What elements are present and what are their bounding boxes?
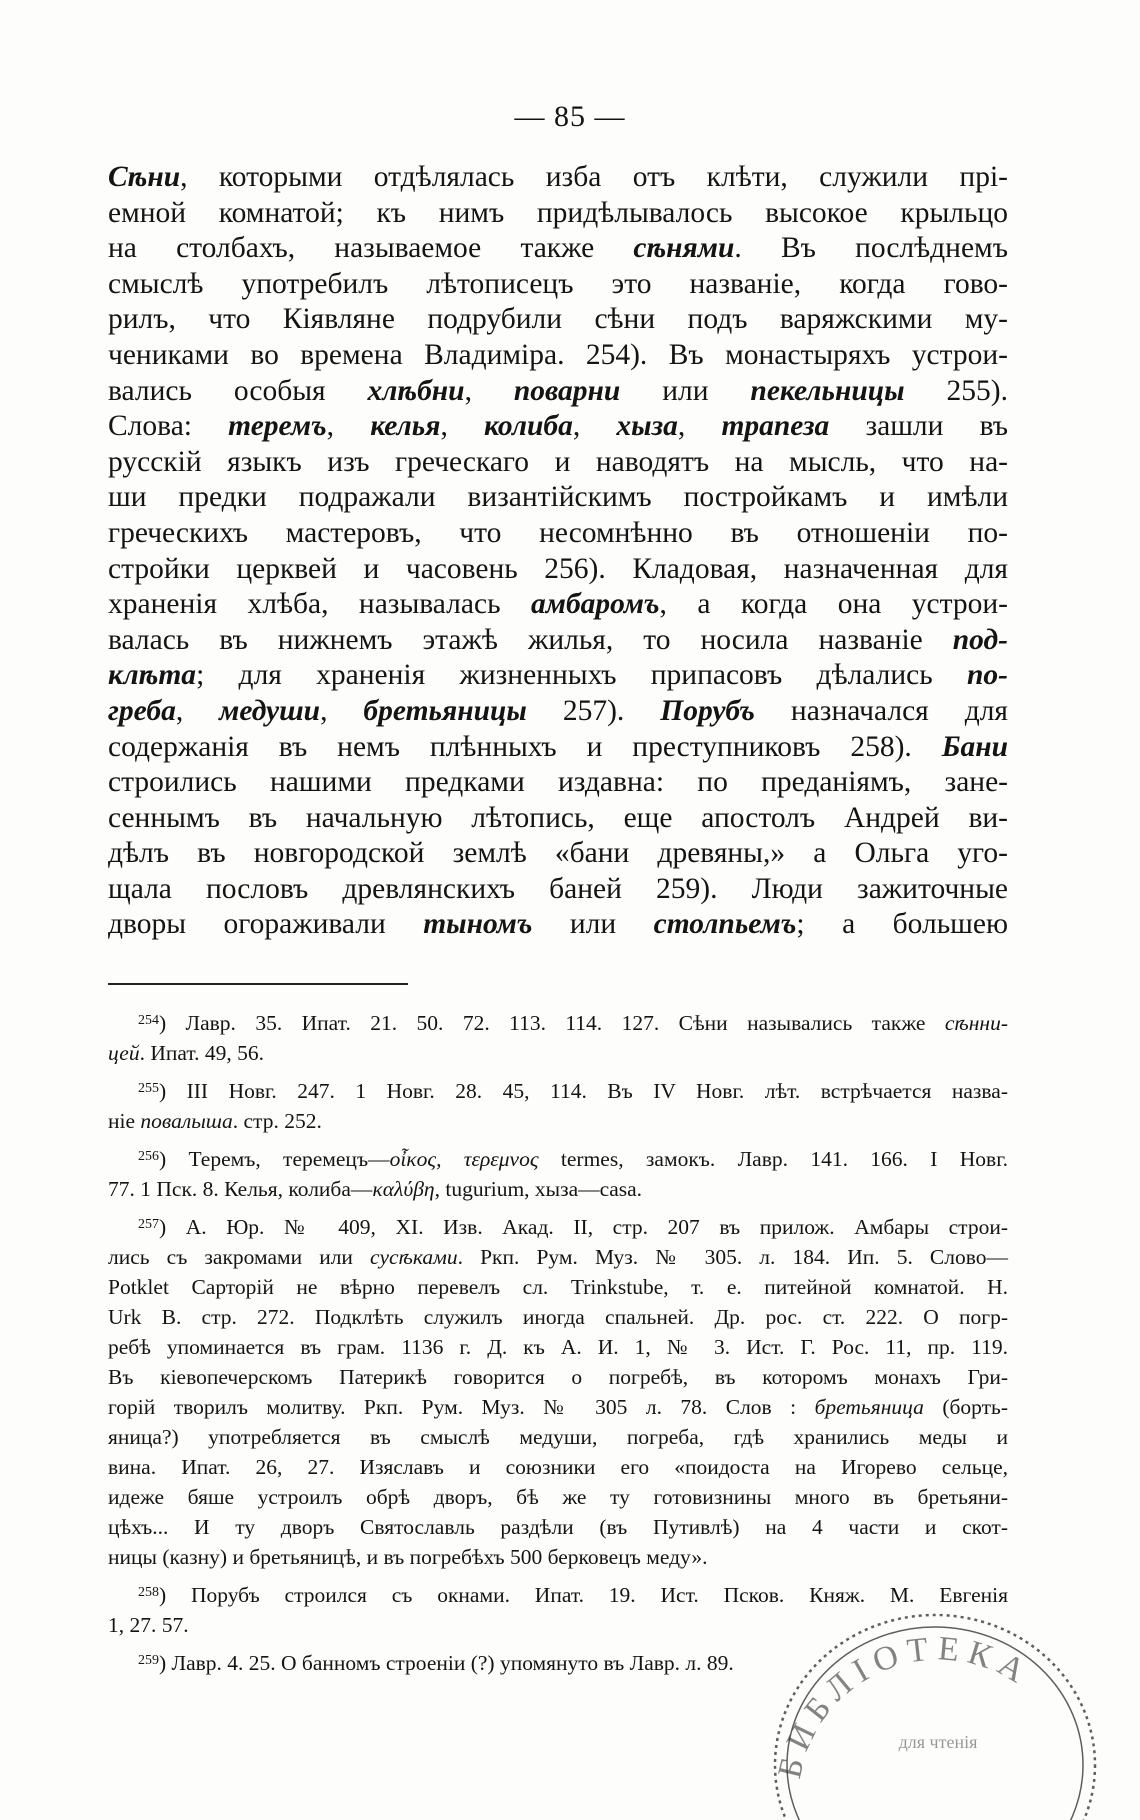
emphasized-term: медуши bbox=[219, 694, 321, 727]
text-run: ницы (казну) и бретьяницѣ, и въ погребѣхъ 500 берковецъ меду». bbox=[108, 1545, 708, 1569]
emphasized-term: пекельницы bbox=[750, 374, 905, 407]
footnote-line bbox=[108, 1392, 1008, 1422]
footnote-marker: ) bbox=[158, 1583, 191, 1607]
text-line bbox=[108, 516, 1008, 552]
text-run: или bbox=[532, 908, 654, 941]
text-run: ребѣ упоминается въ грам. 1136 г. Д. къ А. И. 1, № 3. Ист. Г. Рос. 11, пр. 119. bbox=[108, 1335, 1008, 1359]
footnote-number: 256 bbox=[138, 1149, 159, 1164]
text-run: ніе bbox=[108, 1109, 141, 1133]
text-line bbox=[108, 623, 1008, 659]
emphasized-term: хыза bbox=[616, 410, 678, 443]
emphasized-term: οἶκος, τερεμνος bbox=[389, 1147, 539, 1171]
emphasized-term: теремъ bbox=[228, 410, 327, 443]
emphasized-term: столпьемъ bbox=[653, 908, 797, 941]
text-run: 255). bbox=[904, 374, 1009, 407]
emphasized-term: поварни bbox=[513, 374, 621, 407]
text-run: termes, замокъ. Лавр. 141. 166. I Новг. bbox=[538, 1147, 1008, 1171]
emphasized-term: амбаромъ bbox=[530, 588, 660, 621]
text-run: на столбахъ, называемое также bbox=[108, 232, 634, 265]
footnote-line bbox=[108, 1142, 1008, 1174]
text-line bbox=[108, 907, 1008, 943]
text-run: дворы огораживали bbox=[108, 908, 424, 941]
emphasized-term: по- bbox=[967, 659, 1008, 692]
emphasized-term: καλύβη bbox=[372, 1177, 435, 1201]
text-run: . Въ послѣднемъ bbox=[734, 232, 1008, 265]
emphasized-term: под- bbox=[952, 623, 1008, 656]
text-run: , bbox=[175, 694, 220, 727]
emphasized-term: повалыша bbox=[140, 1109, 233, 1133]
text-line bbox=[108, 552, 1008, 588]
footnote-line bbox=[108, 1210, 1008, 1242]
text-run: , bbox=[326, 410, 371, 443]
footnote-number: 255 bbox=[138, 1081, 159, 1096]
footnote-marker: ) bbox=[158, 1079, 187, 1103]
text-run: , bbox=[440, 410, 484, 443]
footnote-line bbox=[108, 1452, 1008, 1482]
library-stamp bbox=[760, 1580, 1100, 1820]
text-run: . Ипат. 49, 56. bbox=[139, 1041, 265, 1065]
text-run: Слова: bbox=[108, 410, 229, 443]
text-run: , которыми отдѣлялась изба отъ клѣти, служили прі- bbox=[180, 161, 1008, 193]
text-line bbox=[108, 587, 1008, 623]
text-run: , bbox=[464, 374, 514, 407]
text-run: . стр. 252. bbox=[232, 1109, 322, 1133]
text-line bbox=[108, 374, 1008, 410]
text-line bbox=[108, 445, 1008, 481]
text-run: Порубъ строился съ окнами. Ипат. 19. Ист. Псков. Княж. М. Евгенія bbox=[190, 1583, 1008, 1607]
emphasized-term: клѣта bbox=[108, 659, 197, 692]
text-run: яница?) употребляется въ смыслѣ медуши, погреба, гдѣ хранились меды и bbox=[108, 1425, 1008, 1449]
text-run: стройки церквей и часовень 256). Кладовая, назначенная для bbox=[108, 552, 1008, 585]
footnote-line bbox=[108, 1542, 1008, 1572]
text-run: , bbox=[320, 694, 364, 727]
text-run: III Новг. 247. 1 Новг. 28. 45, 114. Въ IV Новг. лѣт. встрѣчается назва- bbox=[186, 1079, 1008, 1103]
text-line bbox=[108, 480, 1008, 516]
emphasized-term: колиба bbox=[484, 410, 573, 443]
text-run: Въ кіевопечерскомъ Патерикѣ говорится о погребѣ, въ которомъ монахъ Гри- bbox=[108, 1365, 1008, 1389]
footnote-line bbox=[108, 1106, 1008, 1136]
text-line bbox=[108, 160, 1008, 196]
footnote-line bbox=[108, 1006, 1008, 1038]
text-line bbox=[108, 409, 1008, 445]
footnote-number: 258 bbox=[138, 1585, 159, 1600]
text-run: 257). bbox=[526, 694, 661, 727]
text-run: смыслѣ употребилъ лѣтописецъ это названіе, когда гово- bbox=[108, 267, 1008, 300]
text-run: . Ркп. Рум. Муз. № 305. л. 184. Ип. 5. Слово— bbox=[457, 1245, 1008, 1269]
text-run: ; для храненія жизненныхъ припасовъ дѣлались bbox=[196, 659, 968, 692]
text-run: чениками во времена Владиміра. 254). Въ монастыряхъ устрои- bbox=[108, 338, 1008, 371]
emphasized-term: цей bbox=[108, 1041, 140, 1065]
emphasized-term: Бани bbox=[941, 730, 1008, 763]
text-run: Лавр. 4. 25. О банномъ строеніи (?) упомянуто въ Лавр. л. 89. bbox=[171, 1651, 734, 1675]
text-run: дѣлъ въ новгородской землѣ «бани древяны,» а Ольга уго- bbox=[108, 837, 1008, 870]
emphasized-term: трапеза bbox=[721, 410, 830, 443]
footnote-line bbox=[108, 1332, 1008, 1362]
text-run: вались особыя bbox=[108, 374, 368, 407]
footnote bbox=[108, 1074, 1008, 1136]
text-run: А. Юр. № 409, XI. Изв. Акад. II, стр. 207 въ прилож. Амбары строи- bbox=[185, 1215, 1008, 1239]
stamp-text: БИБЛІОТЕКА bbox=[771, 1630, 1039, 1782]
footnote-line bbox=[108, 1272, 1008, 1302]
footnote-line bbox=[108, 1302, 1008, 1332]
footnote-line bbox=[108, 1038, 1008, 1068]
footnote-marker: ) bbox=[158, 1147, 189, 1171]
text-run: русскій языкъ изъ греческаго и наводятъ на мысль, что на- bbox=[108, 445, 1008, 478]
stamp-subtext: для чтенія bbox=[898, 1732, 978, 1752]
footnote-line bbox=[108, 1362, 1008, 1392]
text-run: , tugurium, хыза—casa. bbox=[434, 1177, 643, 1201]
emphasized-term: бретьяница bbox=[814, 1395, 924, 1419]
footnote-number: 257 bbox=[138, 1217, 159, 1232]
text-line bbox=[108, 231, 1008, 267]
text-run: греческихъ мастеровъ, что несомнѣнно въ отношеніи по- bbox=[108, 516, 1008, 549]
text-run: щала пословъ древлянскихъ баней 259). Люди зажиточные bbox=[108, 872, 1008, 905]
text-line bbox=[108, 658, 1008, 694]
emphasized-term: бретьяницы bbox=[363, 694, 527, 727]
emphasized-term: сусѣками bbox=[370, 1245, 458, 1269]
main-text bbox=[108, 160, 1008, 943]
footnote-line bbox=[108, 1482, 1008, 1512]
text-line bbox=[108, 694, 1008, 730]
footnote-number: 254 bbox=[138, 1013, 159, 1028]
footnote-line bbox=[108, 1174, 1008, 1204]
footnote bbox=[108, 1210, 1008, 1572]
text-line bbox=[108, 730, 1008, 766]
text-run: валась въ нижнемъ этажѣ жилья, то носила названіе bbox=[108, 623, 953, 656]
emphasized-term: сѣнями bbox=[633, 232, 735, 265]
text-line bbox=[108, 338, 1008, 374]
footnote-line bbox=[108, 1242, 1008, 1272]
text-run: (борть- bbox=[923, 1395, 1008, 1419]
text-run: содержанія въ немъ плѣнныхъ и преступниковъ 258). bbox=[108, 730, 942, 763]
emphasized-term: Сѣни bbox=[108, 161, 181, 193]
text-run: идеже бяше устроилъ обрѣ дворъ, бѣ же ту готовизнины много въ бретьяни- bbox=[108, 1485, 1008, 1509]
text-line bbox=[108, 302, 1008, 338]
text-run: назначался для bbox=[754, 694, 1008, 727]
text-run: рилъ, что Кіявляне подрубили сѣни подъ варяжскими му- bbox=[108, 303, 1008, 336]
text-run: Potklet Сарторій не вѣрно перевелъ сл. Trinkstube, т. е. питейной комнатой. Н. bbox=[108, 1275, 1008, 1299]
text-run: Urk В. стр. 272. Подклѣть служилъ иногда спальней. Др. рос. ст. 222. О погр- bbox=[108, 1305, 1008, 1329]
footnote-number: 259 bbox=[138, 1653, 159, 1668]
text-run: зашли въ bbox=[829, 410, 1009, 443]
text-run: лись съ закромами или bbox=[108, 1245, 371, 1269]
text-line bbox=[108, 196, 1008, 232]
text-line bbox=[108, 267, 1008, 303]
text-run: строились нашими предками издавна: по преданіямъ, зане- bbox=[108, 766, 1008, 799]
footnote-line bbox=[108, 1074, 1008, 1106]
footnote-line bbox=[108, 1422, 1008, 1452]
footnote bbox=[108, 1142, 1008, 1204]
footnote bbox=[108, 1006, 1008, 1068]
text-line bbox=[108, 872, 1008, 908]
text-run: , а когда она устрои- bbox=[659, 588, 1009, 621]
text-run: сеннымъ въ начальную лѣтопись, еще апостолъ Андрей ви- bbox=[108, 801, 1008, 834]
emphasized-term: греба bbox=[108, 694, 176, 727]
text-line bbox=[108, 801, 1008, 837]
text-run: ; а большею bbox=[796, 908, 1009, 941]
text-run: емной комнатой; къ нимъ придѣлывалось высокое крыльцо bbox=[108, 196, 1008, 229]
text-run: 77. 1 Пск. 8. Келья, колиба— bbox=[108, 1177, 373, 1201]
text-run: вина. Ипат. 26, 27. Изяславъ и союзники его «поидоста на Игорево сельце, bbox=[108, 1455, 1008, 1479]
text-run: цѣхъ... И ту дворъ Святославль раздѣли (въ Путивлѣ) на 4 части и скот- bbox=[108, 1515, 1008, 1539]
text-run: храненія хлѣба, называлась bbox=[108, 588, 531, 621]
text-run: , bbox=[677, 410, 722, 443]
text-run: ши предки подражали византійскимъ постройкамъ и имѣли bbox=[108, 481, 1008, 514]
text-run: 1, 27. 57. bbox=[108, 1613, 189, 1637]
text-run: , bbox=[572, 410, 617, 443]
text-run: Теремъ, теремецъ— bbox=[188, 1147, 390, 1171]
text-run: или bbox=[620, 374, 751, 407]
text-line bbox=[108, 765, 1008, 801]
emphasized-term: хлѣбни bbox=[367, 374, 465, 407]
text-line bbox=[108, 836, 1008, 872]
footnote-marker: ) bbox=[158, 1011, 186, 1035]
text-run: горій творилъ молитву. Ркп. Рум. Муз. № 305 л. 78. Слов : bbox=[108, 1395, 815, 1419]
emphasized-term: келья bbox=[370, 410, 441, 443]
emphasized-term: Порубъ bbox=[660, 694, 755, 727]
emphasized-term: тыномъ bbox=[423, 908, 533, 941]
footnote-marker: ) bbox=[158, 1215, 186, 1239]
footnote-divider bbox=[108, 983, 408, 985]
page-number: — 85 — bbox=[514, 100, 626, 133]
footnote-line bbox=[108, 1512, 1008, 1542]
text-run: Лавр. 35. Ипат. 21. 50. 72. 113. 114. 127. Сѣни назывались также bbox=[185, 1011, 945, 1035]
emphasized-term: сѣнни- bbox=[944, 1011, 1008, 1035]
footnote-marker: ) bbox=[158, 1651, 172, 1675]
